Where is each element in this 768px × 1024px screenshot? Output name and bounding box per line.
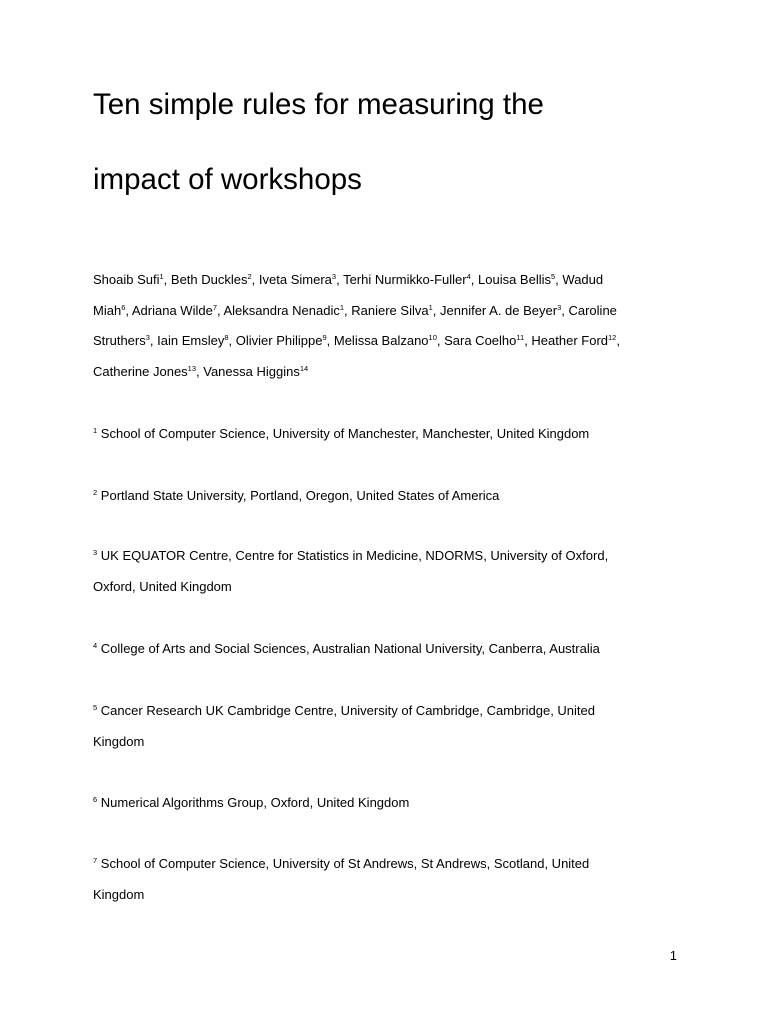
author-affiliation-marker: 10 [428, 333, 437, 342]
affiliation-line [93, 726, 693, 757]
author-affiliation-marker: 2 [247, 272, 252, 281]
affiliation-line [93, 879, 693, 910]
affiliation-number: 4 [93, 641, 98, 650]
affiliation-number: 1 [93, 426, 98, 435]
author-affiliation-marker: 3 [557, 302, 562, 312]
author-name: Adriana Wilde [131, 302, 213, 318]
author-affiliation-marker: 1 [339, 302, 345, 312]
author-name: Beth Duckles [170, 272, 248, 287]
affiliation-line [93, 633, 693, 664]
author-affiliation-marker: 3 [331, 272, 337, 281]
author-affiliation-marker: 1 [159, 272, 164, 281]
affiliation-text: College of Arts and Social Sciences, Australian National University, Canberra, Australia [100, 641, 600, 656]
author-affiliation-marker: 9 [322, 333, 327, 342]
affiliation [93, 633, 693, 664]
author-affiliation-marker: 13 [187, 363, 197, 373]
author-name: Melissa Balzano [333, 333, 429, 348]
affiliation-line [93, 571, 693, 602]
affiliation-line [93, 418, 693, 449]
author-affiliation-marker: 14 [299, 363, 309, 373]
author-name: Iveta Simera [258, 272, 332, 287]
affiliation-text: Oxford, United Kingdom [93, 579, 232, 594]
author-affiliation-marker: 5 [551, 272, 556, 281]
author-affiliation-marker: 1 [428, 302, 433, 312]
author-list [93, 265, 693, 387]
author-name: Terhi Nurmikko-Fuller [343, 272, 467, 287]
author-name: Shoaib Sufi [93, 272, 160, 287]
affiliation [93, 787, 693, 818]
author-name: Catherine Jones [93, 363, 188, 379]
author-name: Vanessa Higgins [203, 363, 300, 379]
author-name: Struthers [93, 333, 146, 348]
author-name: Aleksandra Nenadic [223, 302, 340, 318]
author-name: Iain Emsley [157, 333, 225, 348]
affiliation-line [93, 480, 693, 511]
title-line-2: impact of workshops [93, 163, 362, 196]
affiliation-text: Portland State University, Portland, Oregon, United States of America [100, 488, 500, 503]
author-name: Louisa Bellis [478, 272, 551, 287]
affiliation [93, 480, 693, 511]
author-affiliation-marker: 7 [212, 302, 217, 312]
affiliation-number: 3 [93, 548, 98, 557]
affiliation-line [93, 695, 693, 726]
affiliation-text: Cancer Research UK Cambridge Centre, University of Cambridge, Cambridge, United [100, 703, 595, 718]
author-affiliation-marker: 6 [121, 302, 126, 312]
affiliation-line [93, 848, 693, 879]
affiliation-text: Numerical Algorithms Group, Oxford, United Kingdom [100, 795, 410, 810]
affiliation-text: School of Computer Science, University of St Andrews, St Andrews, Scotland, United [100, 856, 590, 871]
affiliation-text: School of Computer Science, University of Manchester, Manchester, United Kingdom [100, 426, 590, 441]
author-name: Wadud [562, 272, 604, 287]
affiliation [93, 540, 693, 602]
affiliation [93, 418, 693, 449]
author-name: Sara Coelho [444, 333, 517, 348]
affiliation [93, 695, 693, 757]
author-affiliation-marker: 4 [466, 272, 471, 281]
author-name: Raniere Silva [351, 302, 429, 318]
author-affiliation-marker: 8 [224, 333, 229, 342]
affiliation-number: 7 [93, 856, 98, 865]
affiliation-line [93, 787, 693, 818]
affiliation [93, 848, 693, 910]
affiliation-text: Kingdom [93, 734, 145, 749]
author-line: Catherine Jones$^{13}$, Vanessa Higgins$^{14}$ [93, 363, 309, 379]
author-affiliation-marker: 3 [145, 333, 150, 342]
affiliation-number: 6 [93, 795, 98, 804]
author-name: Miah [93, 302, 122, 318]
author-name: Heather Ford [531, 333, 609, 348]
affiliation-number: 2 [93, 488, 98, 497]
affiliation-number: 5 [93, 703, 98, 712]
title-line-1: Ten simple rules for measuring the [93, 88, 544, 121]
affiliation-text: Kingdom [93, 887, 145, 902]
affiliation-line [93, 540, 693, 571]
author-name: Caroline [568, 302, 617, 318]
page-number: 1 [669, 948, 677, 963]
affiliation-text: UK EQUATOR Centre, Centre for Statistics in Medicine, NDORMS, University of Oxford, [100, 548, 609, 563]
author-name: Olivier Philippe [235, 333, 323, 348]
author-line: Miah$^6$, Adriana Wilde$^7$, Aleksandra Nenadic$^1$, Raniere Silva$^1$, Jennifer A. de Beyer$^3$, Caroline [93, 302, 617, 318]
author-affiliation-marker: 11 [516, 333, 525, 342]
paper-title [93, 86, 713, 199]
author-name: Jennifer A. de Beyer [440, 302, 558, 318]
author-line: Shoaib Sufi$^1$, Beth Duckles$^2$, Iveta Simera$^3$, Terhi Nurmikko-Fuller$^4$, Louisa Bellis$^5$, Wadud [93, 272, 604, 287]
author-line: Struthers$^3$, Iain Emsley$^8$, Olivier Philippe$^9$, Melissa Balzano$^{10}$, Sara Coelho$^{11}$, Heather Ford$^{12}$, [93, 333, 620, 348]
author-affiliation-marker: 12 [608, 333, 617, 342]
